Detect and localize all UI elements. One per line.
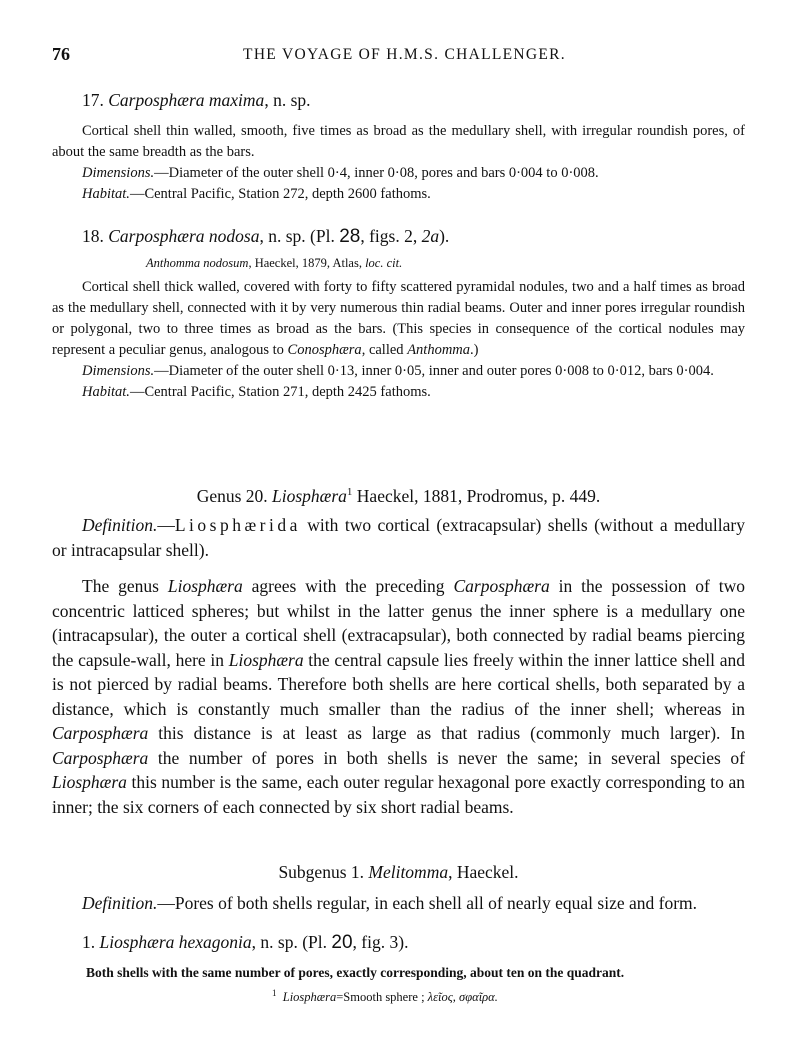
subgenus-name: Melitomma — [368, 862, 449, 882]
plate-ref: 20 — [331, 932, 353, 953]
genus-name: Liosphæra — [272, 485, 347, 506]
genus-description: The genus Liosphæra agrees with the preceding Carposphæra in the possession of two concentric latticed spheres; but whilst in the latter genus the inner sphere is a medullary one (intracapsular), the outer a cortical shell (extracapsular), both connected by radial beams piercing the capsule-wall, here in Liosphæra the central capsule lies freely within the inner lattice shell and is not pierced by radial beams. Therefore both shells are here cortical shells, both separated by a distance, which is constantly much smaller than the radius of the inner shell; whereas in Carposphæra this distance is at least as large as that radius (commonly much larger). In Carposphæra the number of pores in both shells is never the same; in several species of Liosphæra this number is the same, each outer regular hexagonal pore exactly corresponding to an inner; the six corners of each connected by six short radial beams. — [52, 576, 745, 817]
species-18-description: Cortical shell thick walled, covered with forty to fifty scattered pyramidal nodules, two and a half times as broad as the medullary shell, connected with it by very numerous thin radial beams. Outer and inner pores irregular roundish or polygonal, two to three times as broad as the bars. (This species in consequence of the cortical nodules may represent a peculiar genus, analogous to Conosphæra, called Anthomma.) — [52, 279, 745, 358]
species-18-body — [52, 277, 745, 403]
footnote: $^1$ Liosphæra=Smooth sphere ; λεῖος, σφαῖρα. — [272, 988, 498, 1005]
species-18-habitat: Habitat.—Central Pacific, Station 271, depth 2425 fathoms. — [82, 384, 431, 400]
species-17-heading: 17. Carposphæra maxima, n. sp. — [82, 90, 311, 110]
species-18-synonym: Anthomma nodosum, Haeckel, 1879, Atlas, loc. cit. — [146, 256, 403, 270]
species-1-description: Both shells with the same number of pores, exactly corresponding, about ten on the quadrant. — [86, 965, 625, 980]
genus-definition: Definition.—Liosphærida with two cortical (extracapsular) shells (without a medullary or intracapsular shell). — [52, 515, 745, 560]
footnote-ref: 1 — [346, 486, 353, 498]
species-18-heading: 18. Carposphæra nodosa, n. sp. (Pl. 28, figs. 2, 2a). — [82, 226, 450, 247]
species-17-body — [52, 121, 745, 205]
running-title: THE VOYAGE OF H.M.S. CHALLENGER. — [243, 46, 566, 63]
species-1-heading: 1. Liosphæra hexagonia, n. sp. (Pl. 20, fig. 3). — [82, 932, 409, 953]
species-17-dimensions: Dimensions.—Diameter of the outer shell 0·4, inner 0·08, pores and bars 0·004 to 0·008. — [82, 165, 599, 181]
page-number: 76 — [52, 44, 70, 64]
page-header — [52, 44, 757, 68]
subgenus-definition: Definition.—Pores of both shells regular, in each shell all of nearly equal size and form. — [82, 893, 698, 913]
plate-ref: 28 — [339, 226, 361, 247]
species-18-dimensions: Dimensions.—Diameter of the outer shell 0·13, inner 0·05, inner and outer pores 0·008 to 0·012, bars 0·004. — [82, 363, 714, 379]
subgenus-heading: Subgenus 1. Melitomma, Haeckel. — [278, 862, 519, 882]
species-1-name: Liosphæra hexagonia — [99, 932, 252, 952]
species-17-name: Carposphæra maxima — [108, 90, 265, 110]
species-18-name: Carposphæra nodosa — [108, 226, 260, 246]
species-17-description: Cortical shell thin walled, smooth, five times as broad as the medullary shell, with irregular roundish pores, of about the same breadth as the bars. — [52, 123, 745, 160]
species-17-habitat: Habitat.—Central Pacific, Station 272, depth 2600 fathoms. — [82, 186, 431, 202]
genus-heading: Genus 20. Liosphæra$^1$ Haeckel, 1881, Prodromus, p. 449. — [196, 485, 601, 506]
